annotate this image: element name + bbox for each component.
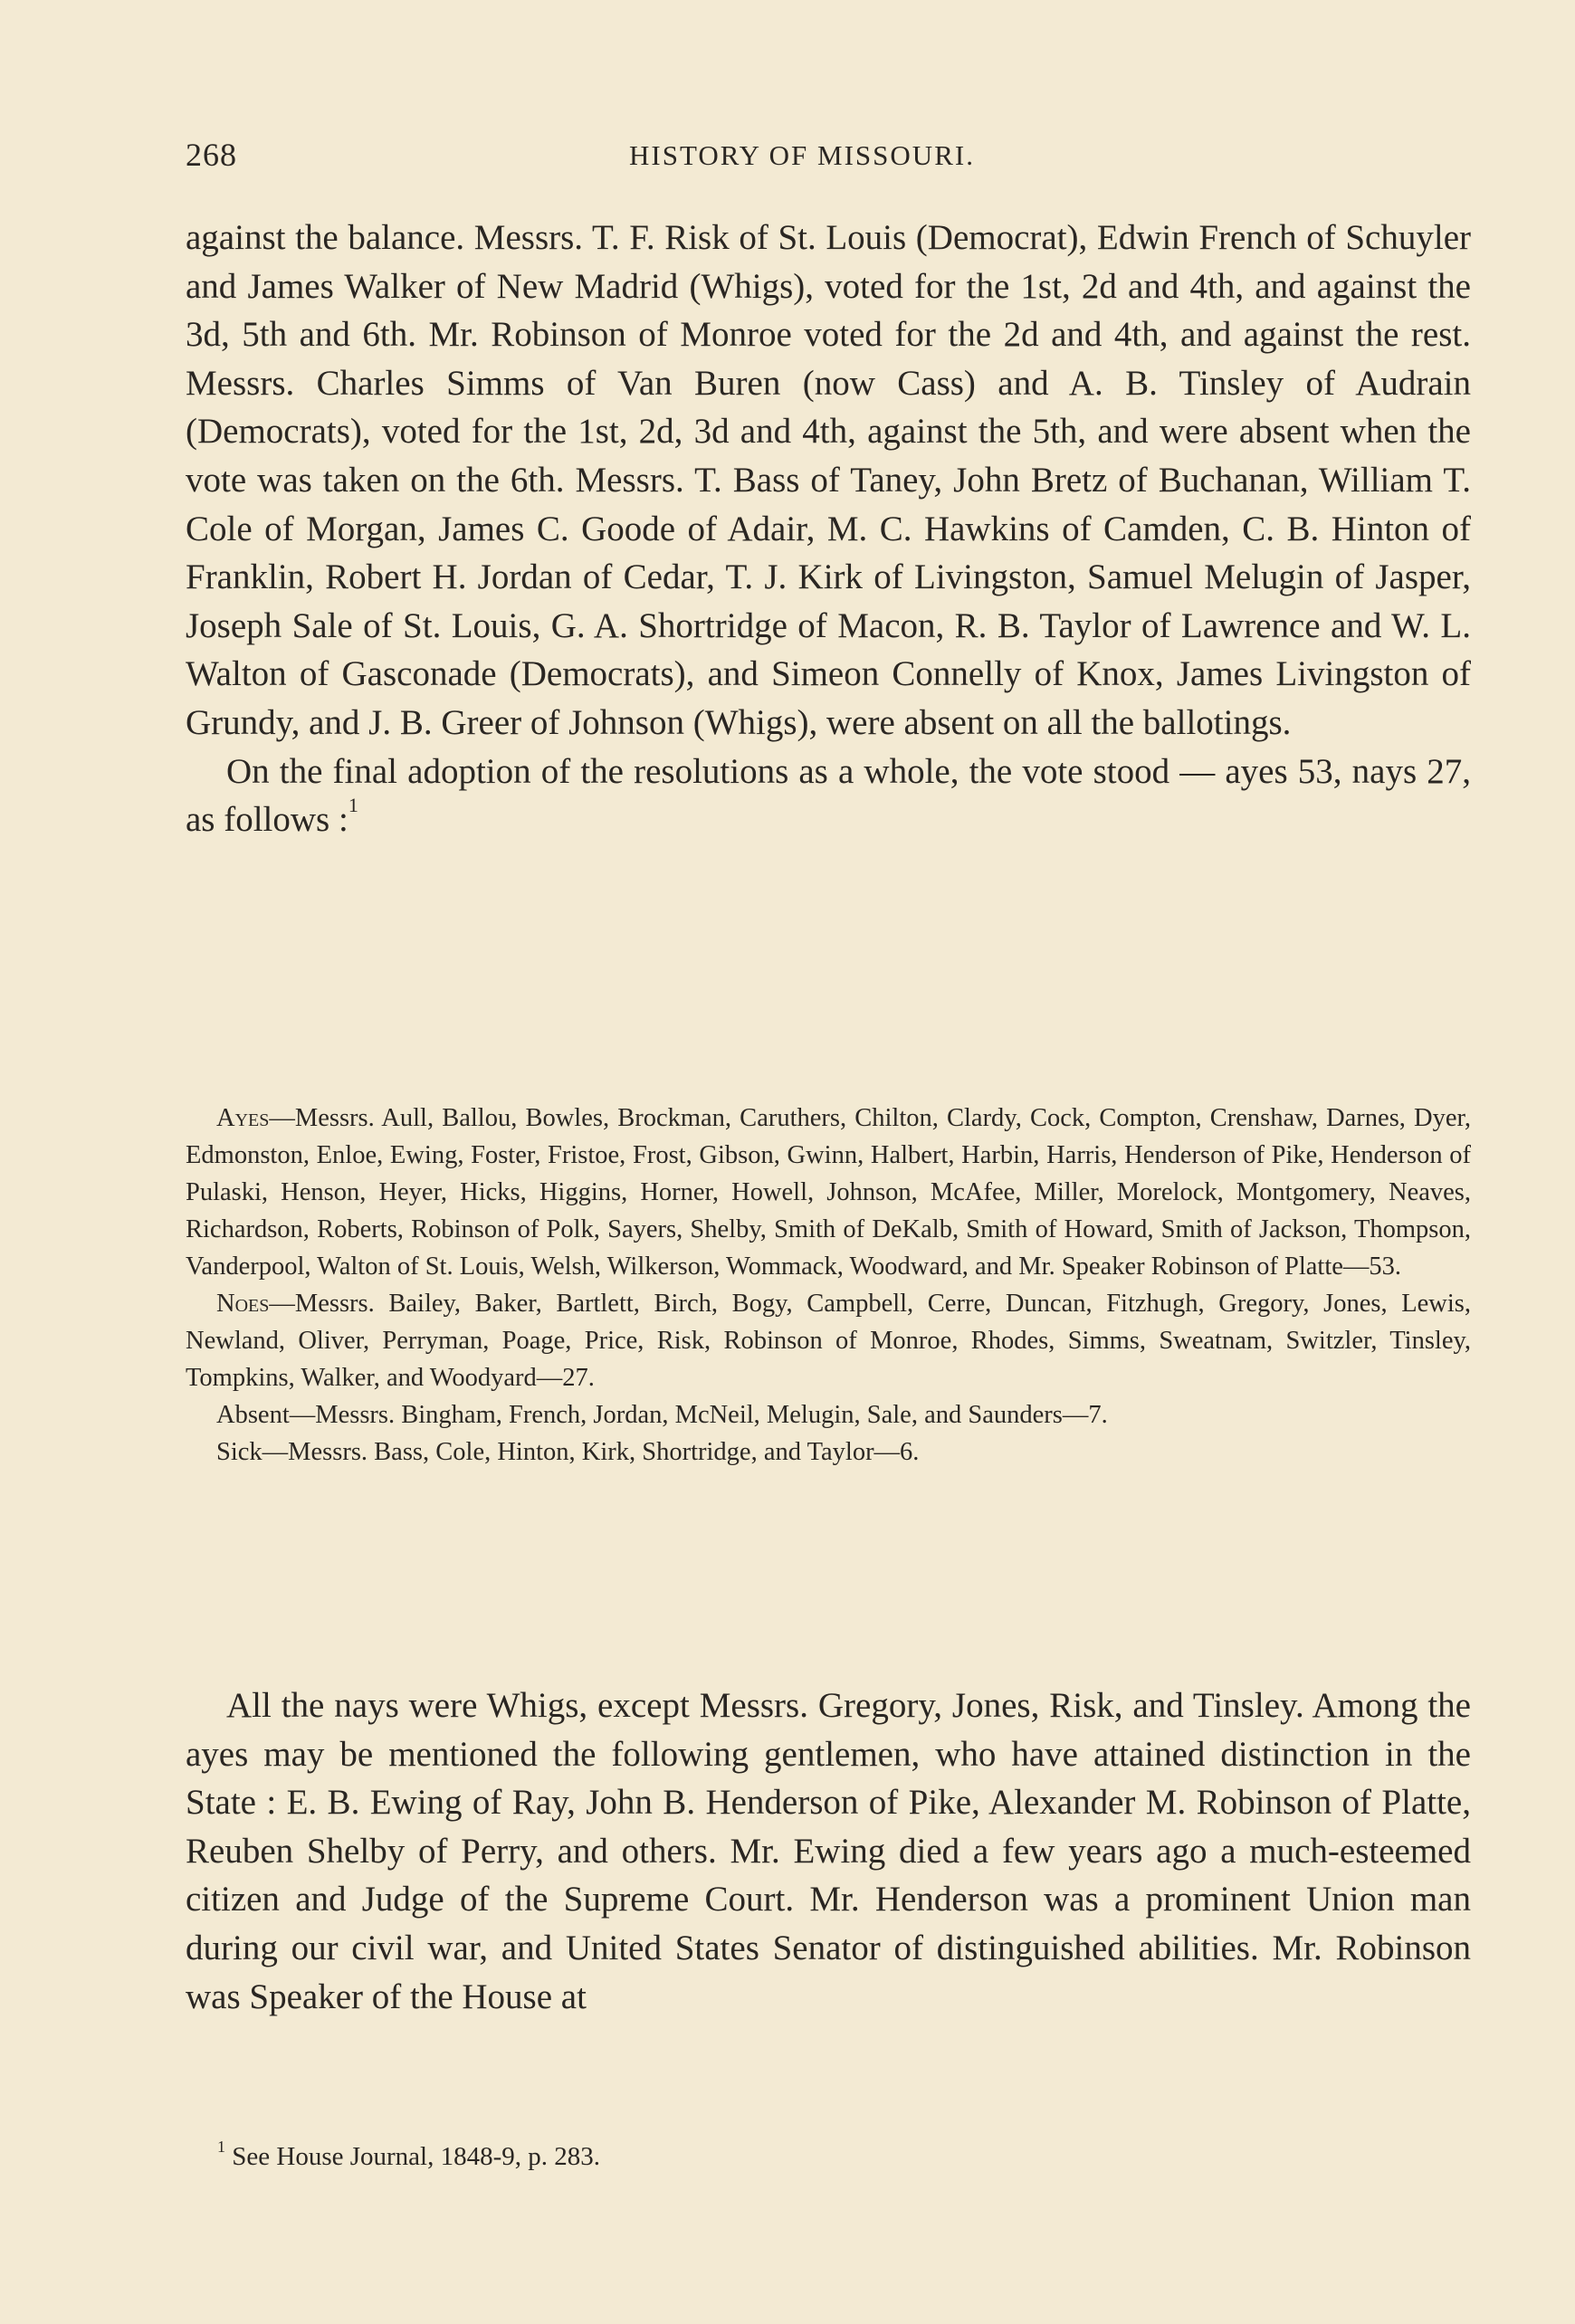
main-text-top — [186, 214, 1471, 844]
absent-entry: Absent—Messrs. Bingham, French, Jordan, McNeil, Melugin, Sale, and Saunders—7. — [216, 1401, 1108, 1429]
footnote-mark: 1 — [217, 2138, 225, 2156]
footnote-reference: 1 — [348, 794, 358, 817]
noes-label: Noes — [216, 1290, 270, 1318]
paragraph-nays-analysis: All the nays were Whigs, except Messrs. Gregory, Jones, Risk, and Tinsley. Among the ayes may be mentioned the following gentlemen, who have attained distinction in the State : E. B. Ewing of Ray, John B. Henderson of Pike, Alexander M. Robinson of Platte, Reuben Shelby of Perry, and others. Mr. Ewing died a few years ago a much-esteemed citizen and Judge of the Supreme Court. Mr. Henderson was a prominent Union man during our civil war, and United States Senator of distinguished abilities. Mr. Robinson was Speaker of the House at — [186, 1686, 1471, 2016]
running-head: HISTORY OF MISSOURI. — [629, 139, 975, 171]
ayes-label: Ayes — [216, 1104, 270, 1132]
ayes-names: —Messrs. Aull, Ballou, Bowles, Brockman, Caruthers, Chilton, Clardy, Cock, Compton, Crenshaw, Darnes, Dyer, Edmonston, Enloe, Ewing, Foster, Fristoe, Frost, Gibson, Gwinn, Halbert, Harbin, Harris, Henderson of Pike, Henderson of Pulaski, Henson, Heyer, Hicks, Higgins, Horner, Howell, Johnson, McAfee, Miller, Morelock, Montgomery, Neaves, Richardson, Roberts, Robinson of Polk, Sayers, Shelby, Smith of DeKalb, Smith of Howard, Smith of Jackson, Thompson, Vanderpool, Walton of St. Louis, Welsh, Wilkerson, Wommack, Woodward, and Mr. Speaker Robinson of Platte—53. — [186, 1104, 1471, 1281]
vote-list — [186, 1100, 1471, 1471]
main-text-bottom — [186, 1681, 1471, 2021]
paragraph-vote-intro — [186, 748, 1471, 844]
noes-names: —Messrs. Bailey, Baker, Bartlett, Birch, Bogy, Campbell, Cerre, Duncan, Fitzhugh, Gregory, Jones, Lewis, Newland, Oliver, Perryman, Poage, Price, Risk, Robinson of Monroe, Rhodes, Simms, Sweatnam, Switzler, Tinsley, Tompkins, Walker, and Woodyard—27. — [186, 1290, 1471, 1392]
footnote — [217, 2138, 1466, 2175]
noes-entry — [186, 1285, 1471, 1396]
paragraph-continuation: against the balance. Messrs. T. F. Risk of St. Louis (Democrat), Edwin French of Schuyler and James Walker of New Madrid (Whigs), voted for the 1st, 2d and 4th, and against the 3d, 5th and 6th. Mr. Robinson of Monroe voted for the 2d and 4th, and against the rest. Messrs. Charles Simms of Van Buren (now Cass) and A. B. Tinsley of Audrain (Democrats), voted for the 1st, 2d, 3d and 4th, against the 5th, and were absent when the vote was taken on the 6th. Messrs. T. Bass of Taney, John Bretz of Buchanan, William T. Cole of Morgan, James C. Goode of Adair, M. C. Hawkins of Camden, C. B. Hinton of Franklin, Robert H. Jordan of Cedar, T. J. Kirk of Livingston, Samuel Melugin of Jasper, Joseph Sale of St. Louis, G. A. Shortridge of Macon, R. B. Taylor of Lawrence and W. L. Walton of Gasconade (Democrats), and Simeon Connelly of Knox, James Livingston of Grundy, and J. B. Greer of Johnson (Whigs), were absent on all the ballotings. — [186, 218, 1471, 742]
page-header — [186, 136, 1471, 181]
footnote-text: See House Journal, 1848-9, p. 283. — [225, 2142, 601, 2171]
sick-entry: Sick—Messrs. Bass, Cole, Hinton, Kirk, Shortridge, and Taylor—6. — [216, 1438, 920, 1466]
ayes-entry — [186, 1100, 1471, 1285]
page-number: 268 — [186, 137, 237, 173]
vote-intro-text: On the final adoption of the resolutions as a whole, the vote stood — ayes 53, nays 27, as follows : — [186, 751, 1471, 840]
